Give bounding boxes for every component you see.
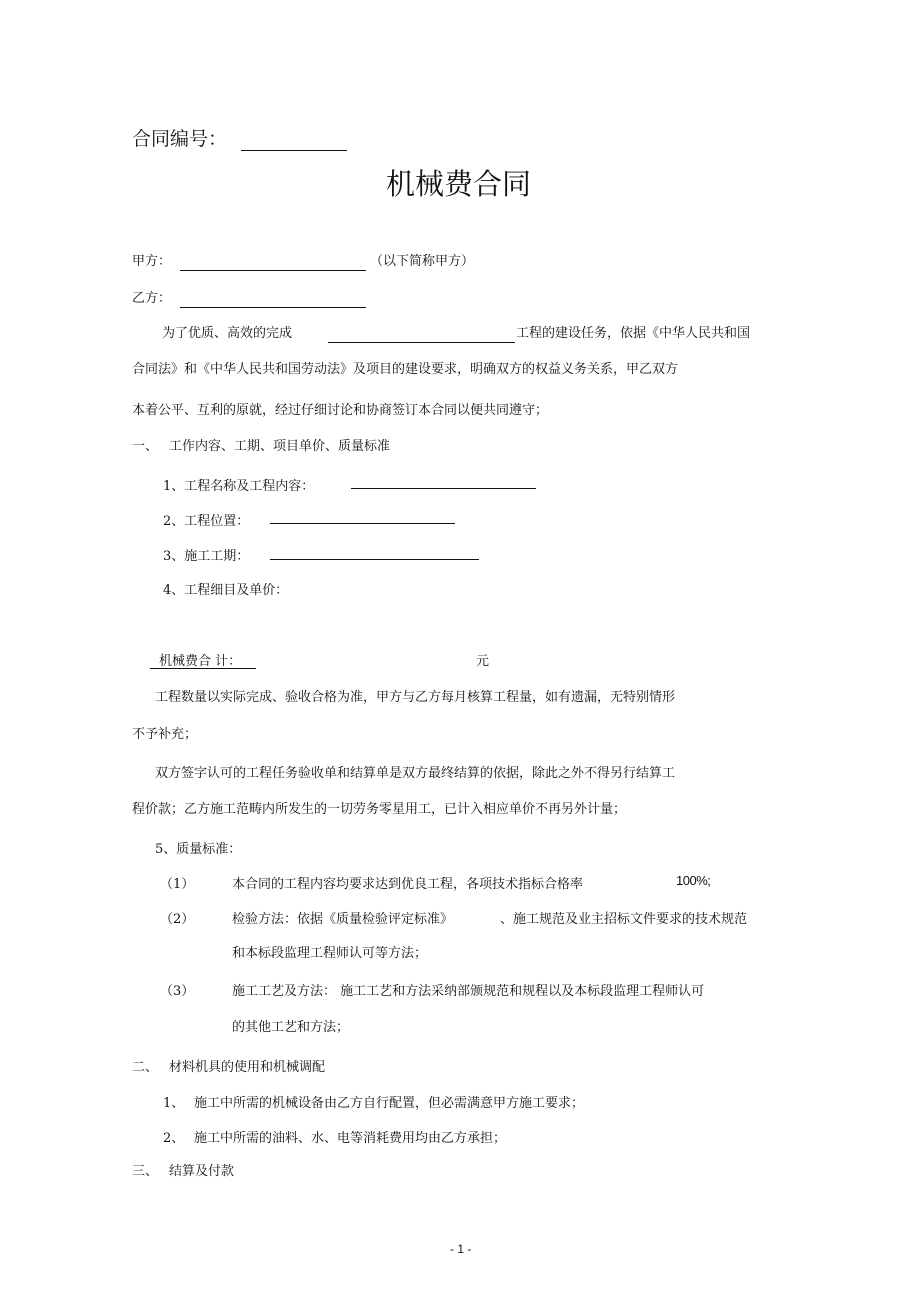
quality3-number: （3） [160,984,195,999]
section2-item2-text: 施工中所需的油料、水、电等消耗费用均由乙方承担； [194,1131,507,1146]
intro-line2: 合同法》和《中华人民共和国劳动法》及项目的建设要求，明确双方的权益义务关系，甲乙双方 [132,362,679,377]
section2-number: 二、 [132,1060,159,1075]
quality1-text: 本合同的工程内容均要求达到优良工程，各项技术指标合格率 [232,877,584,892]
total-unit: 元 [476,654,490,669]
item4-label: 4、工程细目及单价： [163,583,289,598]
section3-number: 三、 [132,1164,159,1179]
party-b-label: 乙方： [132,291,172,306]
quality3-text-1: 施工工艺及方法： 施工工艺和方法采纳部颁规范和规程以及本标段监理工程师认可 [232,984,705,999]
intro-line1-end: 工程的建设任务，依据《中华人民共和国 [516,326,751,341]
party-a-note: （以下简称甲方） [370,254,475,269]
project-name-blank[interactable] [328,342,515,343]
quality1-rate: 100%; [676,873,711,888]
section2-item1-text: 施工中所需的机械设备由乙方自行配置，但必需满意甲方施工要求； [194,1096,585,1111]
quality2-text-extra: 、施工规范及业主招标文件要求的技术规范 [500,912,748,927]
intro-line1-start: 为了优质、高效的完成 [162,326,293,341]
quality2-text-1: 检验方法：依据《质量检验评定标准》 [232,912,454,927]
section1-heading: 工作内容、工期、项目单价、质量标准 [169,439,391,454]
item1-blank[interactable] [351,488,536,489]
item2-label: 2、工程位置： [163,514,250,529]
para2-line2: 程价款；乙方施工范畴内所发生的一切劳务零星用工，已计入相应单价不再另外计量； [132,802,627,817]
quality3-text-2: 的其他工艺和方法； [232,1020,350,1035]
section3-heading: 结算及付款 [169,1164,235,1179]
section1-number: 一、 [132,439,159,454]
item2-blank[interactable] [270,523,455,524]
para1-line2: 不予补充； [132,727,198,742]
quality2-number: （2） [160,912,195,927]
section2-item1-number: 1、 [163,1096,185,1111]
party-a-label: 甲方： [132,254,172,269]
page-number: - 1 - [450,1242,472,1256]
total-label: 机械费合 计： [159,654,242,669]
para1-line1: 工程数量以实际完成、验收合格为准，甲方与乙方每月核算工程量，如有遗漏，无特别情形 [155,690,676,705]
intro-line3: 本着公平、互利的原就，经过仔细讨论和协商签订本合同以便共同遵守； [132,403,549,418]
total-underline [150,668,256,669]
item5-label: 5、质量标准： [155,842,242,857]
section2-item2-number: 2、 [163,1131,185,1146]
contract-number-blank[interactable] [241,150,347,151]
item3-label: 3、施工工期： [163,549,250,564]
party-a-blank[interactable] [180,270,366,271]
quality2-text-2: 和本标段监理工程师认可等方法； [232,946,428,961]
item3-blank[interactable] [270,559,479,560]
section2-heading: 材料机具的使用和机械调配 [169,1060,326,1075]
document-title: 机械费合同 [386,167,532,201]
item1-label: 1、工程名称及工程内容： [163,479,315,494]
contract-number-label: 合同编号： [132,128,228,150]
party-b-blank[interactable] [180,307,366,308]
quality1-number: （1） [160,877,195,892]
para2-line1: 双方签字认可的工程任务验收单和结算单是双方最终结算的依据，除此之外不得另行结算工 [155,766,676,781]
